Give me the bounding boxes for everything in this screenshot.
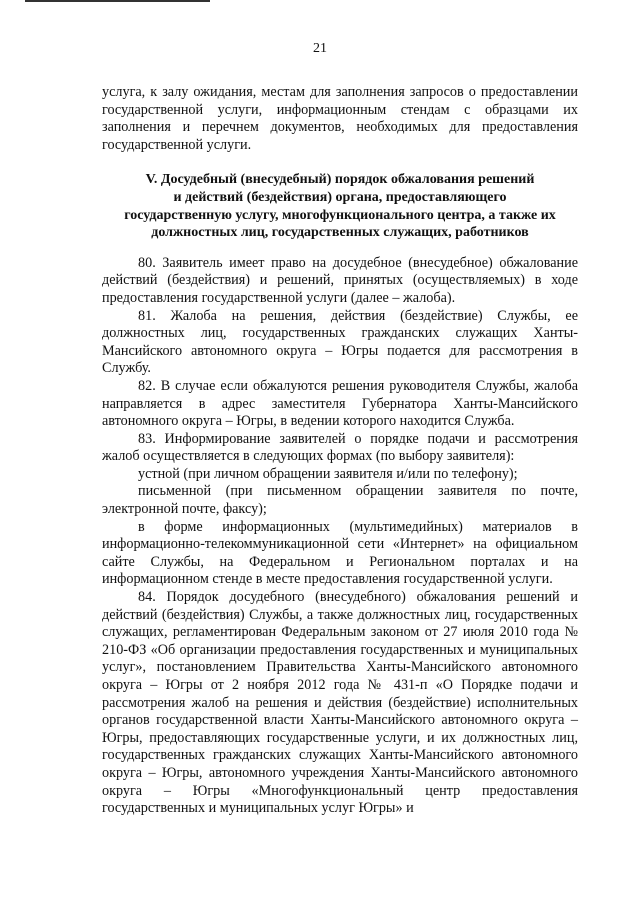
paragraph-82: 82. В случае если обжалуются решения руководителя Службы, жалоба направляется в адрес заместителя Губернатора Ханты-Мансийского автономного округа – Югры, в ведении которого находится Служба. bbox=[102, 377, 578, 430]
section-heading-line: и действий (бездействия) органа, предоставляющего bbox=[173, 189, 507, 205]
paragraph-83-written: письменной (при письменном обращении заявителя по почте, электронной почте, факсу); bbox=[102, 483, 578, 518]
section-heading bbox=[102, 171, 578, 241]
intro-paragraph: услуга, к залу ожидания, местам для заполнения запросов о предоставлении государственной услуги, информационным стендам с образцами их заполнения и перечнем документов, необходимых для предоставления государственной услуги. bbox=[102, 84, 578, 153]
paragraph-83-media: в форме информационных (мультимедийных) материалов в информационно-телекоммуникационной сети «Интернет» на официальном сайте Службы, на Федеральном и Региональном порталах и на информационном стенде в месте предоставления государственной услуги. bbox=[102, 518, 578, 588]
section-heading-line: государственную услугу, многофункционального центра, а также их bbox=[124, 207, 556, 223]
document-body bbox=[102, 84, 578, 818]
paragraph-81: 81. Жалоба на решения, действия (бездействие) Службы, ее должностных лиц, государственных гражданских служащих Ханты-Мансийского автономного округа – Югры подается для рассмотрения в Службу. bbox=[102, 307, 578, 377]
paragraph-83-oral: устной (при личном обращении заявителя и/или по телефону); bbox=[138, 465, 518, 482]
paragraph-83: 83. Информирование заявителей о порядке подачи и рассмотрения жалоб осуществляется в следующих формах (по выбору заявителя): bbox=[102, 430, 578, 465]
paragraph-80: 80. Заявитель имеет право на досудебное (внесудебное) обжалование действий (бездействия) и решений, принятых (осуществляемых) в ходе предоставления государственной услуги (далее – жалоба). bbox=[102, 254, 578, 306]
paragraph-84: 84. Порядок досудебного (внесудебного) обжалования решений и действий (бездействия) Службы, а также должностных лиц, государственных служащих, регламентирован Федеральным законом от 27 июля 2010 года № 210-ФЗ «Об организации предоставления государственных и муниципальных услуг», постановлением Правительства Ханты-Мансийского автономного округа – Югры от 2 ноября 2012 года № 431-п «О Порядке подачи и рассмотрения жалоб на решения и действия (бездействие) исполнительных органов государственной власти Ханты-Мансийского автономного округа – Югры, предоставляющих государственные услуги, и их должностных лиц, государственных гражданских служащих Ханты-Мансийского автономного округа – Югры, автономного учреждения Ханты-Мансийского автономного округа – Югры «Многофункциональный центр предоставления государственных и муниципальных услуг Югры» и bbox=[102, 589, 578, 817]
page-number: 21 bbox=[313, 41, 327, 56]
scan-edge-line bbox=[25, 0, 210, 2]
section-heading-line: должностных лиц, государственных служащих, работников bbox=[151, 225, 529, 241]
section-heading-line: V. Досудебный (внесудебный) порядок обжалования решений bbox=[145, 172, 535, 188]
